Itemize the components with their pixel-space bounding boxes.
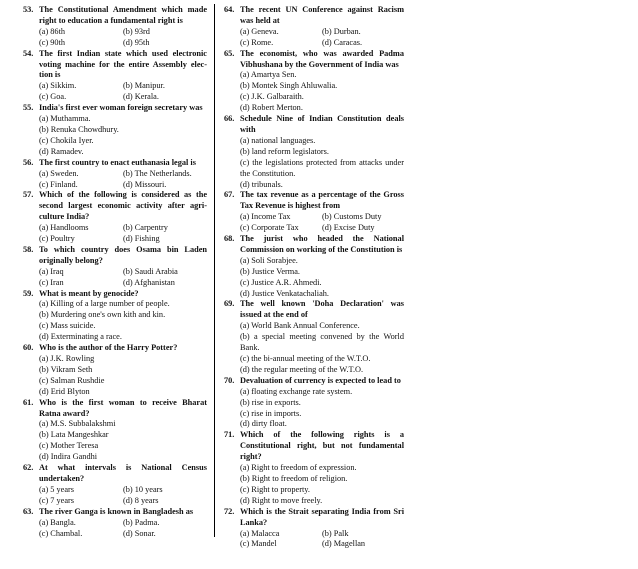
- option-row: [240, 539, 404, 550]
- question-text: The recent UN Conference against Racism was held at: [240, 5, 404, 25]
- option: (c) Goa.: [39, 92, 67, 102]
- options-group: [39, 354, 207, 398]
- option: (c) Salman Rushdie: [39, 375, 105, 385]
- option: (a) Killing of a large number of people.: [39, 299, 170, 309]
- options-group: [39, 27, 207, 49]
- option-row: [39, 169, 207, 180]
- question-number: 54.: [23, 48, 34, 58]
- option: (c) Chokila Iyer.: [39, 135, 94, 145]
- option-row: [39, 267, 207, 278]
- question-number: 70.: [224, 375, 235, 385]
- option: (b) Manipur.: [123, 81, 165, 91]
- options-group: [240, 136, 404, 191]
- option: (d) Caracas.: [322, 37, 363, 47]
- question-text: The first Indian state which used electronic voting machine for the entire Assembly elec-tion is: [39, 48, 207, 80]
- question-text: The first country to enact euthanasia legal is: [39, 157, 196, 167]
- option: (d) Afghanistan: [123, 277, 175, 287]
- option: (d) Erid Blyton: [39, 386, 90, 396]
- option-row: [240, 223, 404, 234]
- option: (d) Indira Gandhi: [39, 452, 98, 462]
- question-item: [23, 49, 207, 104]
- options-group: [240, 27, 404, 49]
- question-number: 63.: [23, 506, 34, 516]
- question-number: 56.: [23, 157, 34, 167]
- option: (d) Justice Venkatachaliah.: [240, 288, 330, 298]
- option: (b) Vikram Seth: [39, 364, 93, 374]
- question-item: [224, 376, 404, 431]
- question-number: 55.: [23, 103, 34, 113]
- option: (a) Sweden.: [39, 168, 79, 178]
- option: (b) a special meeting convened by the World Bank.: [240, 332, 404, 353]
- question-number: 72.: [224, 506, 235, 516]
- option: (b) Padma.: [123, 517, 160, 527]
- option: (c) rise in imports.: [240, 408, 302, 418]
- question-text: What is meant by genocide?: [39, 288, 139, 298]
- option-row: [39, 278, 207, 289]
- question-number: 53.: [23, 5, 34, 14]
- question-item: [224, 49, 404, 114]
- option: (d) the regular meeting of the W.T.O.: [240, 364, 364, 374]
- option: (a) Income Tax: [240, 212, 291, 222]
- option: (b) Murdering one's own kith and kin.: [39, 310, 166, 320]
- option: (a) Muthamma.: [39, 114, 91, 124]
- options-group: [240, 387, 404, 431]
- option: (c) Mandel: [240, 539, 277, 549]
- option: (a) national languages.: [240, 135, 316, 145]
- question-item: [23, 463, 207, 507]
- option: (d) tribunals.: [240, 179, 283, 189]
- option-row: [39, 529, 207, 540]
- options-group: [39, 81, 207, 103]
- question-text: Who is the first woman to receive Bharat Ratna award?: [39, 397, 207, 418]
- options-group: [39, 419, 207, 463]
- option: (d) 8 years: [123, 495, 159, 505]
- option: (c) Mother Teresa: [39, 441, 99, 451]
- question-item: [23, 507, 207, 540]
- option: (a) Amartya Sen.: [240, 70, 297, 80]
- option-row: [39, 485, 207, 496]
- option: (b) rise in exports.: [240, 397, 301, 407]
- option-row: [240, 27, 404, 38]
- question-number: 67.: [224, 190, 235, 200]
- question-number: 60.: [23, 343, 34, 353]
- option: (c) the legislations protected from attacks under the Constitution.: [240, 157, 404, 178]
- option: (c) Mass suicide.: [39, 321, 96, 331]
- question-number: 68.: [224, 234, 235, 244]
- option: (b) Customs Duty: [322, 212, 382, 222]
- option: (a) M.S. Subbalakshmi: [39, 419, 116, 429]
- option: (a) 86th: [39, 26, 66, 36]
- question-item: [23, 398, 207, 463]
- option: (c) 90th: [39, 37, 66, 47]
- option: (d) Kerala.: [123, 92, 159, 102]
- question-item: [23, 245, 207, 289]
- question-number: 58.: [23, 244, 34, 254]
- options-group: [240, 529, 404, 551]
- option: (a) floating exchange rate system.: [240, 386, 353, 396]
- option: (a) Iraq: [39, 266, 64, 276]
- option: (a) World Bank Annual Conference.: [240, 321, 360, 331]
- option: (b) Right to freedom of religion.: [240, 473, 348, 483]
- option: (d) Excise Duty: [322, 223, 375, 233]
- question-item: [23, 190, 207, 245]
- option: (c) Rome.: [240, 37, 274, 47]
- question-item: [23, 343, 207, 398]
- option: (c) 7 years: [39, 495, 75, 505]
- option: (b) Durban.: [322, 26, 361, 36]
- question-item: [224, 299, 404, 375]
- question-text: At what intervals is National Census undertaken?: [39, 463, 207, 483]
- options-group: [39, 485, 207, 507]
- option: (c) Chambal.: [39, 528, 83, 538]
- question-number: 62.: [23, 463, 34, 473]
- option: (d) Robert Merton.: [240, 103, 303, 113]
- option: (b) Renuka Chowdhury.: [39, 124, 119, 134]
- options-group: [240, 256, 404, 300]
- question-text: The tax revenue as a percentage of the Gross Tax Revenue is highest from: [240, 190, 404, 211]
- question-number: 64.: [224, 5, 235, 14]
- question-item: [224, 507, 404, 551]
- option: (d) Fishing: [123, 234, 160, 244]
- options-group: [240, 212, 404, 234]
- option-row: [39, 38, 207, 49]
- column-divider: [214, 4, 215, 537]
- option: (b) Saudi Arabia: [123, 266, 178, 276]
- option: (a) Geneva.: [240, 26, 279, 36]
- options-group: [240, 321, 404, 376]
- question-item: [23, 289, 207, 344]
- option: (c) J.K. Galbaraith.: [240, 92, 304, 102]
- option: (b) 93rd: [123, 26, 150, 36]
- question-item: [23, 5, 207, 49]
- option-row: [39, 518, 207, 529]
- option: (b) land reform legislators.: [240, 146, 329, 156]
- option-row: [39, 223, 207, 234]
- option-row: [39, 496, 207, 507]
- option: (c) Finland.: [39, 179, 78, 189]
- option: (a) Right to freedom of expression.: [240, 463, 357, 473]
- options-group: [39, 267, 207, 289]
- options-group: [240, 70, 404, 114]
- option: (b) The Netherlands.: [123, 168, 192, 178]
- option: (a) 5 years: [39, 484, 75, 494]
- option: (a) J.K. Rowling: [39, 354, 95, 363]
- question-number: 69.: [224, 299, 235, 309]
- option-row: [240, 38, 404, 49]
- option: (a) Handlooms: [39, 223, 89, 233]
- question-text: The river Ganga is known in Bangladesh as: [39, 506, 194, 516]
- options-group: [39, 518, 207, 540]
- option: (d) dirty float.: [240, 419, 287, 429]
- option-row: [39, 234, 207, 245]
- option: (c) Iran: [39, 277, 64, 287]
- option: (a) Bangla.: [39, 517, 76, 527]
- option-row: [240, 212, 404, 223]
- right-question-column: [224, 5, 404, 550]
- option: (b) Justice Verma.: [240, 266, 300, 276]
- question-number: 57.: [23, 190, 34, 200]
- option-row: [39, 81, 207, 92]
- option: (d) Missouri.: [123, 179, 167, 189]
- question-item: [23, 158, 207, 191]
- option: (d) 95th: [123, 37, 150, 47]
- question-text: Schedule Nine of Indian Constitution deals with: [240, 114, 404, 134]
- question-number: 66.: [224, 114, 235, 124]
- option-row: [39, 27, 207, 38]
- option: (a) Soli Sorabjee.: [240, 255, 298, 265]
- option: (d) Sonar.: [123, 528, 156, 538]
- question-item: [224, 430, 404, 506]
- option-row: [240, 529, 404, 540]
- options-group: [39, 114, 207, 158]
- question-text: India's first ever woman foreign secretary was: [39, 103, 203, 113]
- option: (b) Palk: [322, 528, 349, 538]
- question-number: 65.: [224, 48, 235, 58]
- option-row: [39, 92, 207, 103]
- options-group: [39, 299, 207, 343]
- option: (b) Montek Singh Ahluwalia.: [240, 81, 338, 91]
- question-item: [224, 5, 404, 49]
- question-number: 71.: [224, 430, 235, 440]
- option: (b) Carpentry: [123, 223, 168, 233]
- question-text: The Constitutional Amendment which made right to education a fundamental right is: [39, 5, 207, 25]
- option: (c) the bi-annual meeting of the W.T.O.: [240, 354, 371, 363]
- question-text: To which country does Osama bin Laden originally belong?: [39, 244, 207, 265]
- question-text: Who is the author of the Harry Potter?: [39, 343, 178, 353]
- option: (b) Lata Mangeshkar: [39, 430, 109, 440]
- question-text: The jurist who headed the National Commission on working of the Constitution is: [240, 234, 404, 254]
- option: (a) Malacca: [240, 528, 280, 538]
- options-group: [39, 169, 207, 191]
- question-number: 61.: [23, 397, 34, 407]
- option: (d) Ramadev.: [39, 146, 84, 156]
- question-item: [224, 234, 404, 299]
- option: (d) Right to move freely.: [240, 495, 323, 505]
- option: (c) Justice A.R. Ahmedi.: [240, 277, 322, 287]
- question-text: Which is the Strait separating India from Sri Lanka?: [240, 506, 404, 527]
- options-group: [240, 463, 404, 507]
- question-item: [224, 190, 404, 234]
- question-item: [23, 103, 207, 158]
- option: (c) Right to property.: [240, 484, 310, 494]
- question-text: Which of the following rights is a Constitutional right, but not fundamental right?: [240, 430, 404, 462]
- option: (d) Exterminating a race.: [39, 332, 122, 342]
- option: (d) Magellan: [322, 539, 366, 549]
- question-text: The well known 'Doha Declaration' was issued at the end of: [240, 299, 404, 320]
- option: (a) Sikkim.: [39, 81, 77, 91]
- question-number: 59.: [23, 288, 34, 298]
- left-question-column: [23, 5, 207, 539]
- option: (c) Poultry: [39, 234, 75, 244]
- option: (c) Corporate Tax: [240, 223, 299, 233]
- option: (b) 10 years: [123, 484, 163, 494]
- question-text: Devaluation of currency is expected to lead to: [240, 375, 401, 385]
- option-row: [39, 180, 207, 191]
- question-item: [224, 114, 404, 190]
- question-text: The economist, who was awarded Padma Vibhushana by the Government of India was: [240, 48, 404, 69]
- question-text: Which of the following is considered as the second largest economic activity after agri-culture India?: [39, 190, 207, 222]
- options-group: [39, 223, 207, 245]
